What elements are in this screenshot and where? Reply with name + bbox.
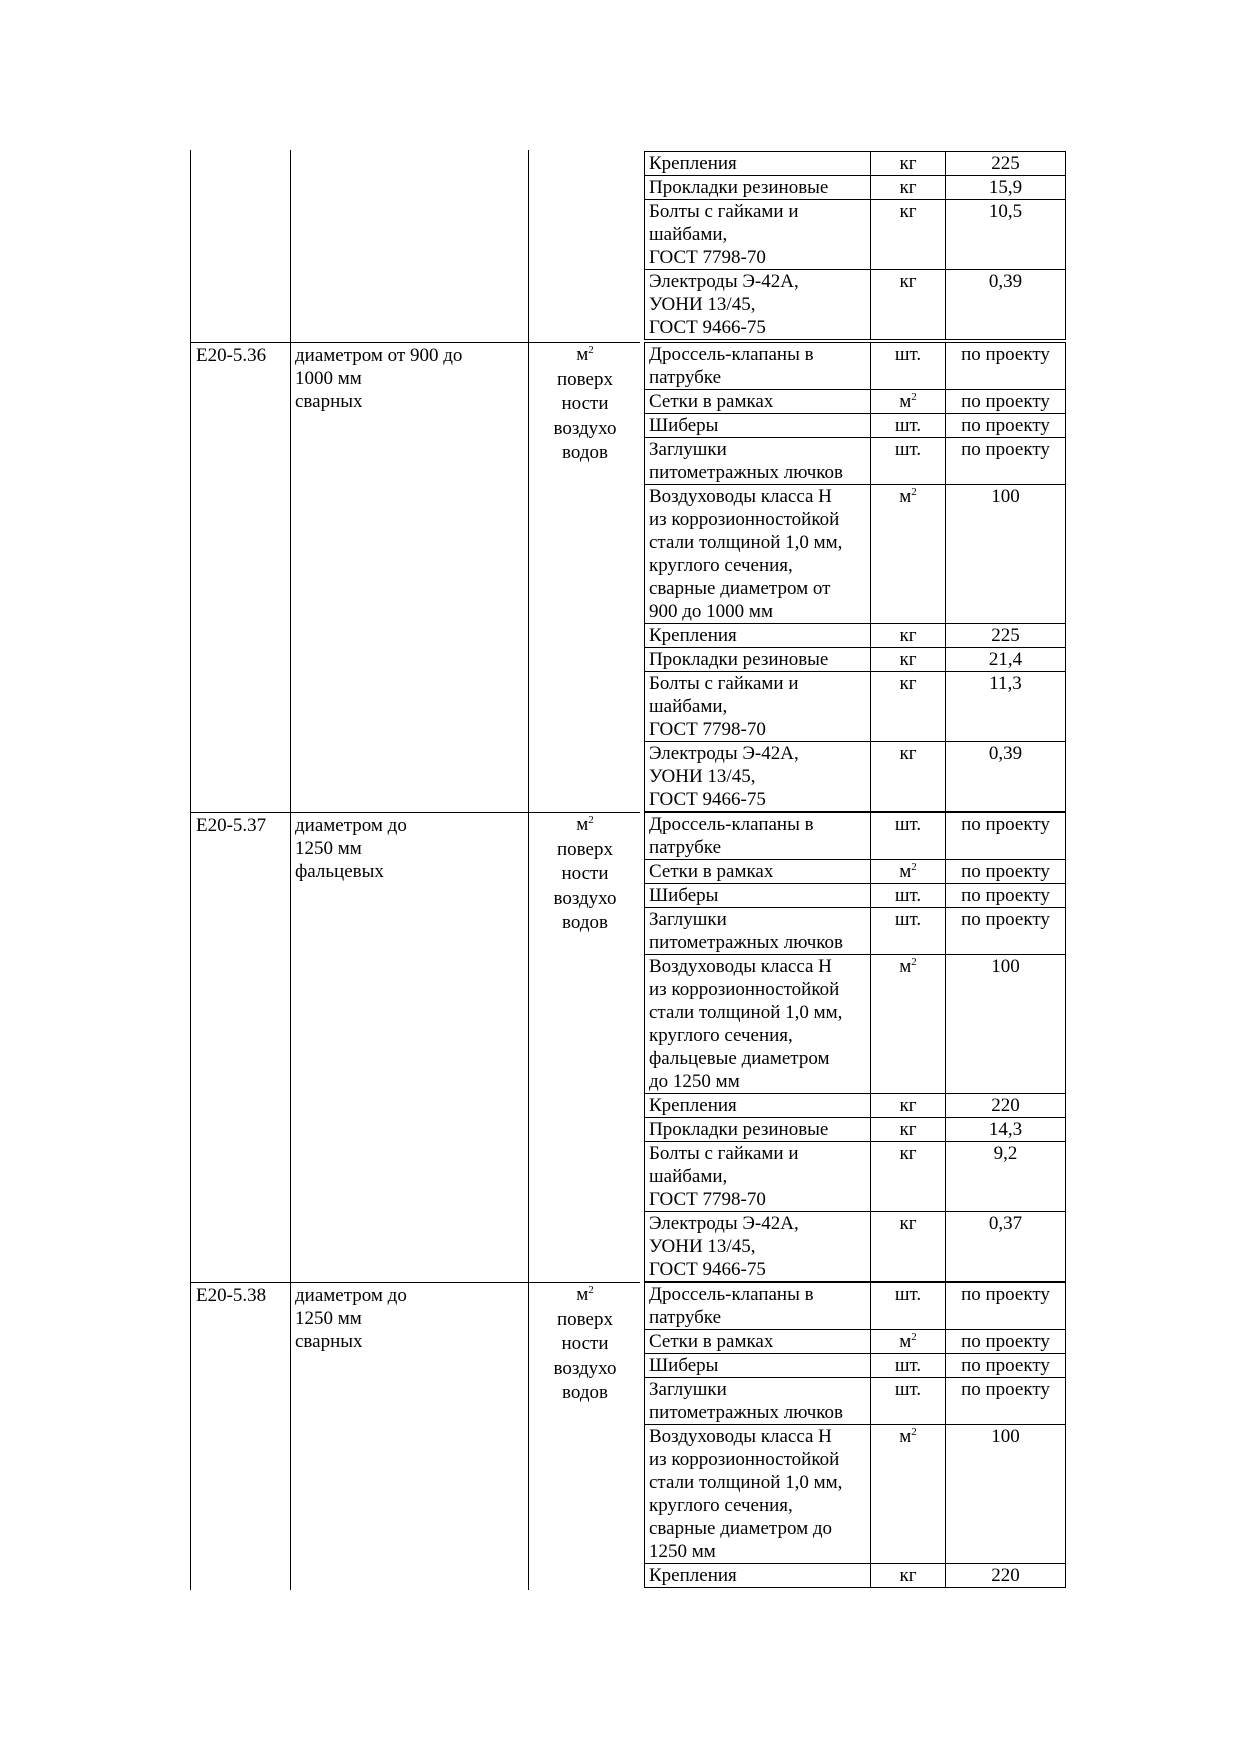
material-name: Заглушки питометражных лючков (645, 1378, 871, 1425)
material-unit: шт. (871, 908, 946, 955)
material-unit: $м^2$ (871, 485, 946, 624)
measure-unit: $м^2$ поверх ности воздухо водов (553, 814, 617, 933)
material-qty: 0,37 (946, 1212, 1066, 1282)
material-unit: шт. (871, 1283, 946, 1330)
material-unit: шт. (871, 343, 946, 390)
material-qty: 225 (946, 624, 1066, 648)
table-row (645, 1283, 1066, 1330)
material-unit: шт. (871, 438, 946, 485)
material-qty: 11,3 (946, 672, 1066, 742)
table-row (645, 176, 1066, 200)
material-name: Электроды Э-42А, УОНИ 13/45, ГОСТ 9466-75 (645, 270, 871, 340)
material-unit: кг (871, 1094, 946, 1118)
material-name: Шиберы (645, 1354, 871, 1378)
material-unit: кг (871, 176, 946, 200)
material-name: Шиберы (645, 884, 871, 908)
material-name: Болты с гайками и шайбами, ГОСТ 7798-70 (645, 1142, 871, 1212)
material-name: Заглушки питометражных лючков (645, 908, 871, 955)
table-row (645, 1212, 1066, 1282)
material-name: Электроды Э-42А, УОНИ 13/45, ГОСТ 9466-75 (645, 1212, 871, 1282)
table-row (645, 672, 1066, 742)
material-unit: кг (871, 1212, 946, 1282)
material-unit: кг (871, 624, 946, 648)
material-name: Крепления (645, 1564, 871, 1588)
material-name: Болты с гайками и шайбами, ГОСТ 7798-70 (645, 200, 871, 270)
material-qty: 100 (946, 955, 1066, 1094)
table-row (645, 152, 1066, 176)
material-name: Электроды Э-42А, УОНИ 13/45, ГОСТ 9466-75 (645, 742, 871, 812)
material-qty: по проекту (946, 414, 1066, 438)
material-unit: кг (871, 1564, 946, 1588)
material-unit: шт. (871, 884, 946, 908)
material-unit: $м^2$ (871, 955, 946, 1094)
material-qty: 100 (946, 485, 1066, 624)
material-qty: 220 (946, 1564, 1066, 1588)
material-name: Заглушки питометражных лючков (645, 438, 871, 485)
measure-unit: $м^2$ поверх ности воздухо водов (553, 344, 617, 463)
table-row (645, 884, 1066, 908)
table-row (645, 270, 1066, 340)
material-qty: по проекту (946, 343, 1066, 390)
materials-table-e20-5-36 (644, 342, 1066, 812)
material-unit: кг (871, 648, 946, 672)
material-unit: шт. (871, 813, 946, 860)
material-unit: шт. (871, 1354, 946, 1378)
material-unit: $м^2$ (871, 390, 946, 414)
measure-unit: $м^2$ поверх ности воздухо водов (553, 1284, 617, 1403)
material-name: Сетки в рамках (645, 390, 871, 414)
material-qty: 10,5 (946, 200, 1066, 270)
rate-description: диаметром от 900 до 1000 мм сварных (295, 345, 463, 412)
table-row (645, 1378, 1066, 1425)
desc-unit-divider (528, 150, 529, 1590)
material-qty: 21,4 (946, 648, 1066, 672)
table-row (645, 860, 1066, 884)
material-unit: кг (871, 672, 946, 742)
material-name: Воздуховоды класса Н из коррозионностойкой стали толщиной 1,0 мм, круглого сечения, сварные диаметром от 900 до 1000 мм (645, 485, 871, 624)
rate-code: Е20-5.37 (196, 815, 267, 836)
material-name: Болты с гайками и шайбами, ГОСТ 7798-70 (645, 672, 871, 742)
material-name: Сетки в рамках (645, 1330, 871, 1354)
material-name: Крепления (645, 624, 871, 648)
rate-code: Е20-5.38 (196, 1285, 267, 1306)
material-qty: по проекту (946, 1354, 1066, 1378)
material-unit: $м^2$ (871, 860, 946, 884)
material-qty: 100 (946, 1425, 1066, 1564)
table-row (645, 1330, 1066, 1354)
table-row (645, 742, 1066, 812)
table-row (645, 414, 1066, 438)
material-qty: по проекту (946, 438, 1066, 485)
rate-description: диаметром до 1250 мм сварных (295, 1285, 407, 1352)
material-qty: 220 (946, 1094, 1066, 1118)
material-qty: 0,39 (946, 742, 1066, 812)
materials-table-e20-5-38 (644, 1282, 1066, 1588)
material-unit: кг (871, 1118, 946, 1142)
material-name: Шиберы (645, 414, 871, 438)
material-qty: 0,39 (946, 270, 1066, 340)
table-row (645, 343, 1066, 390)
code-desc-divider (290, 150, 291, 1590)
material-qty: по проекту (946, 1330, 1066, 1354)
material-qty: 14,3 (946, 1118, 1066, 1142)
table-row (645, 1354, 1066, 1378)
table-row (645, 200, 1066, 270)
table-row (645, 1142, 1066, 1212)
rate-code: Е20-5.36 (196, 345, 267, 366)
table-row (645, 485, 1066, 624)
material-unit: кг (871, 742, 946, 812)
materials-table-continued (644, 151, 1066, 340)
table-row (645, 438, 1066, 485)
material-name: Прокладки резиновые (645, 176, 871, 200)
material-unit: кг (871, 1142, 946, 1212)
material-name: Дроссель-клапаны в патрубке (645, 343, 871, 390)
table-row (645, 1425, 1066, 1564)
material-qty: по проекту (946, 1283, 1066, 1330)
table-row (645, 1564, 1066, 1588)
material-name: Крепления (645, 1094, 871, 1118)
material-qty: 15,9 (946, 176, 1066, 200)
material-qty: 9,2 (946, 1142, 1066, 1212)
material-unit: шт. (871, 414, 946, 438)
material-unit: $м^2$ (871, 1425, 946, 1564)
left-border (190, 150, 191, 1590)
materials-table-e20-5-37 (644, 812, 1066, 1282)
rate-description: диаметром до 1250 мм фальцевых (295, 815, 407, 882)
material-unit: $м^2$ (871, 1330, 946, 1354)
material-name: Прокладки резиновые (645, 1118, 871, 1142)
material-unit: кг (871, 152, 946, 176)
material-qty: 225 (946, 152, 1066, 176)
material-name: Крепления (645, 152, 871, 176)
table-row (645, 908, 1066, 955)
table-row (645, 813, 1066, 860)
table-row (645, 390, 1066, 414)
material-qty: по проекту (946, 813, 1066, 860)
material-unit: кг (871, 200, 946, 270)
material-name: Дроссель-клапаны в патрубке (645, 1283, 871, 1330)
material-unit: шт. (871, 1378, 946, 1425)
table-row (645, 1094, 1066, 1118)
material-unit: кг (871, 270, 946, 340)
material-name: Прокладки резиновые (645, 648, 871, 672)
table-row (645, 624, 1066, 648)
material-qty: по проекту (946, 884, 1066, 908)
material-name: Сетки в рамках (645, 860, 871, 884)
material-qty: по проекту (946, 1378, 1066, 1425)
table-row (645, 955, 1066, 1094)
material-name: Воздуховоды класса Н из коррозионностойкой стали толщиной 1,0 мм, круглого сечения, фальцевые диаметром до 1250 мм (645, 955, 871, 1094)
material-name: Дроссель-клапаны в патрубке (645, 813, 871, 860)
material-qty: по проекту (946, 908, 1066, 955)
material-name: Воздуховоды класса Н из коррозионностойкой стали толщиной 1,0 мм, круглого сечения, сварные диаметром до 1250 мм (645, 1425, 871, 1564)
material-qty: по проекту (946, 860, 1066, 884)
table-row (645, 1118, 1066, 1142)
material-qty: по проекту (946, 390, 1066, 414)
table-row (645, 648, 1066, 672)
